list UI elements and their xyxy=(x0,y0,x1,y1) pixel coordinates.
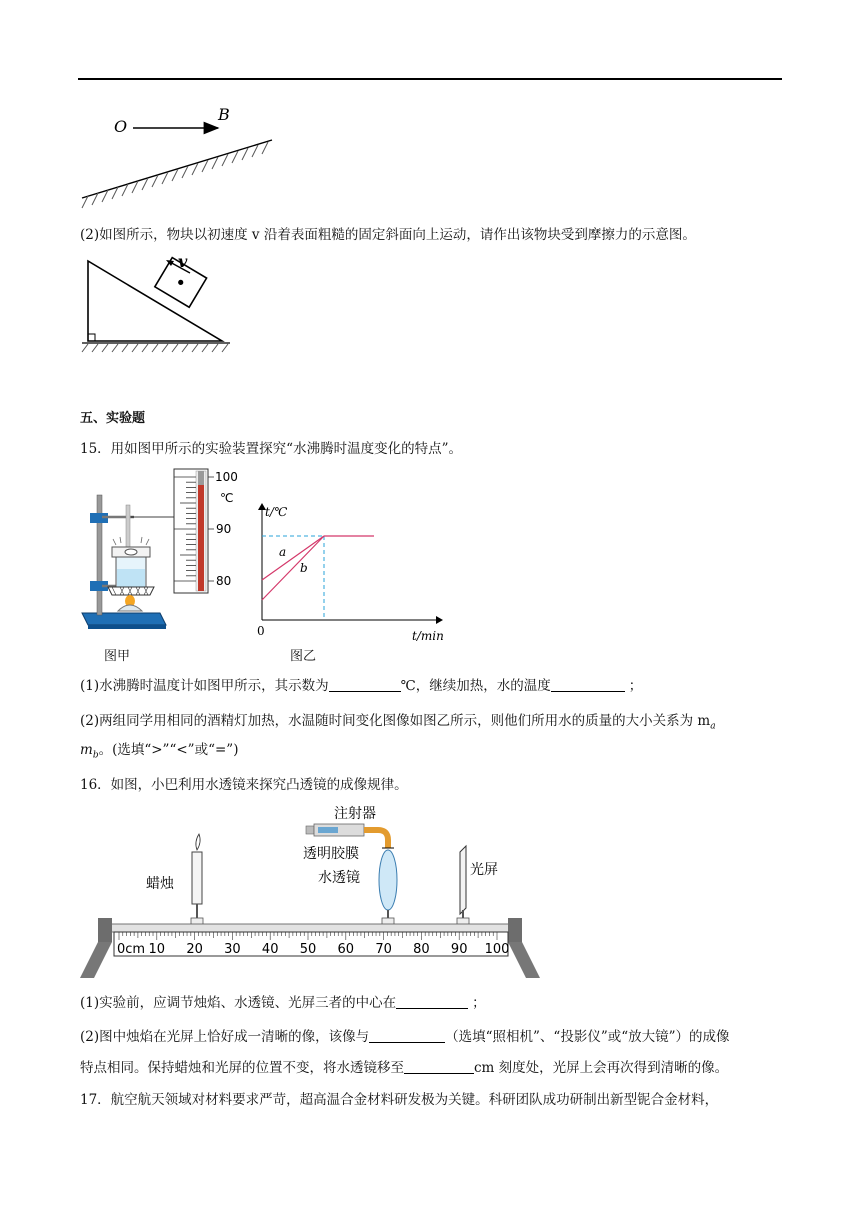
q15-stem: 15．用如图甲所示的实验装置探究“水沸腾时温度变化的特点”。 xyxy=(80,441,462,457)
label-waterlens: 水透镜 xyxy=(318,870,360,886)
label-screen: 光屏 xyxy=(470,862,498,878)
label-v: v xyxy=(178,252,188,271)
slope-line xyxy=(82,140,272,198)
header-rule xyxy=(78,78,782,80)
ruler-label: 100 xyxy=(484,942,510,957)
q16-part2-line2-a: 特点相同。保持蜡烛和光屏的位置不变，将水透镜移至 xyxy=(80,1060,404,1076)
q15-part2-line1 xyxy=(80,712,716,736)
alcohol-lamp xyxy=(118,605,142,611)
answer-blank-temp[interactable] xyxy=(551,677,625,692)
ruler-label: 70 xyxy=(375,942,392,957)
right-angle-mark xyxy=(88,334,95,341)
slope-hatching xyxy=(82,142,268,208)
light-screen xyxy=(457,846,469,930)
incline-figure xyxy=(80,252,240,355)
q15-part1-c: ； xyxy=(628,678,643,694)
q17-stem: 17．航空航天领域对材料要求严苛，超高温合金材料研发极为关键。科研团队成功研制出新型铌合金材料， xyxy=(80,1092,719,1108)
thermo-label-90: 90 xyxy=(216,522,232,536)
graph-ylabel: t/℃ xyxy=(265,505,288,519)
ruler-label: 80 xyxy=(413,942,430,957)
line-a xyxy=(262,536,324,580)
q16-stem: 16．如图，小巴利用水透镜来探究凸透镜的成像规律。 xyxy=(80,777,408,793)
graph-label-b: b xyxy=(300,561,308,575)
q16-part2-a: (2)图中烛焰在光屏上恰好成一清晰的像，该像与 xyxy=(80,1029,370,1045)
caption-jia: 图甲 xyxy=(104,649,131,664)
syringe xyxy=(306,824,394,848)
label-o: O xyxy=(114,117,128,136)
thermometer-scale xyxy=(172,467,242,595)
answer-blank-reading[interactable] xyxy=(329,677,401,692)
caption-yi: 图乙 xyxy=(290,649,317,664)
graph-label-a: a xyxy=(279,545,287,559)
temperature-graph xyxy=(252,498,452,648)
ruler-label: 60 xyxy=(337,942,355,957)
incline-triangle xyxy=(88,261,222,341)
thermo-label-80: 80 xyxy=(216,574,232,588)
candle xyxy=(191,834,203,930)
ruler-label: 90 xyxy=(450,942,468,957)
q15-part1-a: (1)水沸腾时温度计如图甲所示，其示数为 xyxy=(80,678,329,694)
label-candle: 蜡烛 xyxy=(146,876,174,892)
ruler-label: 20 xyxy=(186,942,203,957)
ruler-label: 30 xyxy=(224,942,241,957)
answer-blank-position[interactable] xyxy=(404,1059,474,1074)
q15-part1-b: ℃，继续加热，水的温度 xyxy=(400,678,551,694)
answer-blank-height[interactable] xyxy=(396,994,468,1009)
answer-blank-device[interactable] xyxy=(369,1028,445,1043)
graph-origin: 0 xyxy=(257,624,265,638)
q15-part2-line2 xyxy=(80,741,238,765)
q16-part1-a: (1)实验前，应调节烛焰、水透镜、光屏三者的中心在 xyxy=(80,995,397,1011)
water-lens xyxy=(379,850,397,910)
q15-sub-b: b xyxy=(92,750,99,761)
slope-figure xyxy=(78,100,278,215)
q15-part1 xyxy=(80,677,642,695)
q16-part2-line1 xyxy=(80,1028,730,1046)
thermo-label-unit: ℃ xyxy=(220,491,234,505)
q16-part2-line2 xyxy=(80,1059,728,1077)
optical-bench-figure xyxy=(78,800,544,982)
q15-sub-a: a xyxy=(710,721,716,732)
q16-part2-b: （选填“照相机”、“投影仪”或“放大镜”）的成像 xyxy=(445,1029,730,1045)
section-title: 五、实验题 xyxy=(80,411,146,426)
q15-part2-text: (2)两组同学用相同的酒精灯加热，水温随时间变化图像如图乙所示，则他们所用水的质量的大小关系为 m xyxy=(80,713,711,729)
label-b: B xyxy=(218,105,230,124)
ruler-label: 10 xyxy=(148,942,166,957)
ruler-label: 40 xyxy=(261,942,279,957)
graph-xlabel: t/min xyxy=(412,629,444,643)
ruler-label: 0cm xyxy=(117,942,146,957)
line-b xyxy=(262,536,324,600)
label-syringe: 注射器 xyxy=(334,806,376,822)
label-film: 透明胶膜 xyxy=(303,846,359,862)
thermo-label-100: 100 xyxy=(215,470,238,484)
q15-part2-hint: 。(选填“>”“<”或“=”) xyxy=(98,742,239,758)
ruler-label: 50 xyxy=(299,942,317,957)
bench-rail xyxy=(108,924,512,932)
stand-base xyxy=(82,613,166,625)
ground-hatching xyxy=(82,344,228,352)
q16-part2-line2-b: cm 刻度处，光屏上会再次得到清晰的像。 xyxy=(474,1060,729,1076)
thermo-liquid xyxy=(198,485,204,591)
q15-m: m xyxy=(80,742,93,758)
q14-part2-text: (2)如图所示，物块以初速度 v 沿着表面粗糙的固定斜面向上运动，请作出该物块受到摩擦力的示意图。 xyxy=(80,227,696,243)
q16-part1 xyxy=(80,994,486,1012)
q16-part1-b: ； xyxy=(472,995,486,1011)
